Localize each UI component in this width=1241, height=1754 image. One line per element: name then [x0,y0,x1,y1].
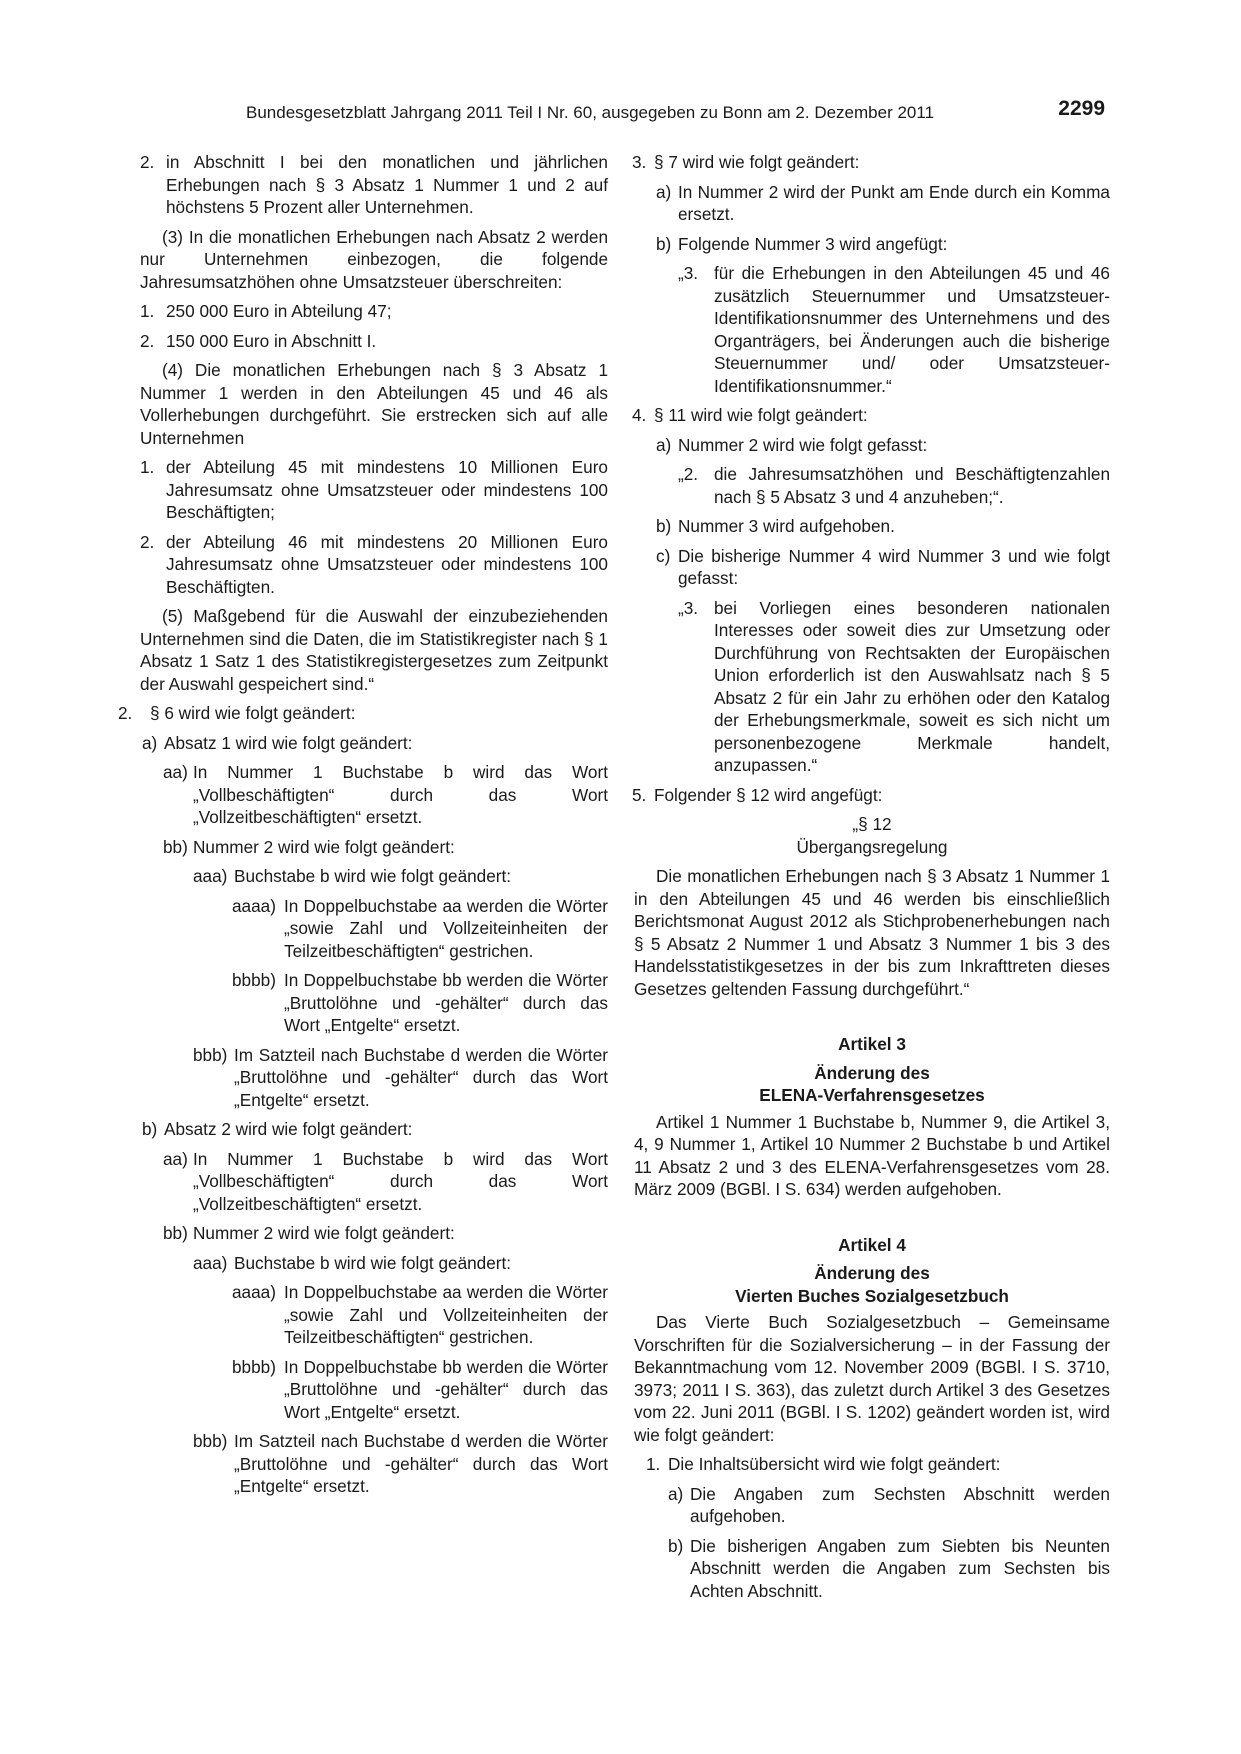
item-text: Im Satzteil nach Buchstabe d werden die Wörter „Bruttolöhne und -gehälter“ durch das Wort „Entgelte“ ersetzt. [234,1044,608,1110]
item-label: aaaa) [232,1282,276,1302]
item-text: Nummer 3 wird aufgehoben. [678,516,895,536]
item-label: aaa) [193,866,228,886]
list-item [130,1148,608,1216]
item-label: b) [656,516,672,536]
item-label: 1. [140,457,155,477]
item-label: bbb) [193,1044,228,1065]
right-column [634,151,1110,1609]
item-text: Folgende Nummer 3 wird angefügt: [678,233,948,254]
list-item [634,233,1110,256]
item-text: In Nummer 2 wird der Punkt am Ende durch ein Komma ersetzt. [678,181,1110,224]
item-text: der Abteilung 46 mit mindestens 20 Millionen Euro Jahresumsatz ohne Umsatzsteuer oder mindestens 100 Beschäftigten. [166,531,608,597]
list-item [634,1453,1110,1476]
item-text: der Abteilung 45 mit mindestens 10 Millionen Euro Jahresumsatz ohne Umsatzsteuer oder mindestens 100 Beschäftigten; [166,457,608,522]
item-label: aa) [163,1148,188,1169]
list-item [130,456,608,524]
list-item [634,784,1110,807]
list-item [634,181,1110,226]
list-item [130,1430,608,1498]
item-text: Die bisherige Nummer 4 wird Nummer 3 und wie folgt gefasst: [678,545,1110,588]
page-header [140,98,1105,128]
item-text: bei Vorliegen eines besonderen nationalen Interesses oder soweit dies zur Umsetzung oder Durchführung von Rechtsakten der Europäischen Union erforderlich ist den Auswahlsatz nach § 5 Absatz 2 für ein Jahr zu erhöhen oder den Katalog der Erhebungsmerkmale, soweit es sich nicht um personenbezogene Merkmale handelt, anzupassen.“ [714,597,1110,775]
item-label: „2. [678,464,699,484]
paragraph-3: (3) In die monatlichen Erhebungen nach Absatz 2 werden nur Unternehmen einbezogen, die folgende Jahresumsatzhöhen ohne Umsatzsteuer überschreiten: [140,226,608,292]
paragraph-5: (5) Maßgebend für die Auswahl der einzubeziehenden Unternehmen sind die Daten, die im Statistikregister nach § 1 Absatz 1 Satz 1 des Statistikregistergesetzes zum Zeitpunkt der Auswahl gespeichert sind.“ [140,606,608,694]
paragraph-4: (4) Die monatlichen Erhebungen nach § 3 Absatz 1 Nummer 1 werden in den Abteilungen 45 und 46 als Vollerhebungen durchgeführt. Sie erstrecken sich auf alle Unternehmen [140,360,608,448]
article-4-title-line2: Vierten Buches Sozialgesetzbuch [735,1285,1009,1306]
page-number: 2299 [1058,97,1105,120]
list-item [634,1483,1110,1528]
list-item [130,732,608,755]
item-text: Buchstabe b wird wie folgt geändert: [234,1252,512,1273]
list-item [634,151,1110,174]
section-number: „§ 12 [852,814,892,834]
list-item [634,463,1110,508]
item-label: „3. [678,597,699,618]
item-label: 2. [140,531,155,552]
item-text: für die Erhebungen in den Abteilungen 45 und 46 zusätzlich Steuernummer und Umsatzsteuer-Identifikationsnummer des Unternehmens und des Organträgers, bei Änderungen auch die bisherige Steuernummer und/ oder Umsatzsteuer-Identifikationsnummer.“ [714,263,1110,396]
item-text: in Abschnitt I bei den monatlichen und jährlichen Erhebungen nach § 3 Absatz 1 Nummer 1 und 2 auf höchstens 5 Prozent aller Unternehmen. [166,152,608,217]
gazette-title: Bundesgesetzblatt Jahrgang 2011 Teil I Nr. 60, ausgegeben zu Bonn am 2. Dezember 2011 [246,103,935,122]
item-label: c) [656,545,671,566]
item-text: Die Angaben zum Sechsten Abschnitt werden aufgehoben. [690,1483,1110,1526]
list-item [634,597,1110,777]
list-item [118,702,608,725]
list-item [634,515,1110,538]
list-item [634,434,1110,457]
item-text: In Nummer 1 Buchstabe b wird das Wort „Vollbeschäftigten“ durch das Wort „Vollzeitbeschäftigten“ ersetzt. [193,762,608,827]
left-column [118,151,608,1505]
item-label: a) [656,181,672,202]
item-text: In Doppelbuchstabe bb werden die Wörter „Bruttolöhne und -gehälter“ durch das Wort „Entgelte“ ersetzt. [284,1356,608,1422]
list-item [130,865,608,888]
section-title: Übergangsregelung [796,836,948,857]
item-label: a) [142,732,158,753]
item-text: Nummer 2 wird wie folgt gefasst: [678,434,928,455]
item-text: In Doppelbuchstabe aa werden die Wörter „sowie Zahl und Vollzeiteinheiten der Teilzeitbeschäftigten“ gestrichen. [284,895,608,961]
list-item [130,1281,608,1349]
item-label: bbbb) [232,970,276,990]
article-3-title-line1: Änderung des [814,1062,930,1083]
list-item [130,761,608,829]
item-text: In Nummer 1 Buchstabe b wird das Wort „Vollbeschäftigten“ durch das Wort „Vollzeitbeschäftigten“ ersetzt. [193,1148,608,1214]
item-text: § 11 wird wie folgt geändert: [654,405,868,425]
list-item [130,1222,608,1245]
list-item [634,262,1110,397]
item-label: „3. [678,263,699,283]
item-label: 2. [140,330,155,351]
item-label: 1. [646,1454,661,1474]
item-label: b) [656,233,672,254]
item-text: Buchstabe b wird wie folgt geändert: [234,866,512,886]
list-item [634,1535,1110,1603]
item-text: § 7 wird wie folgt geändert: [654,152,860,172]
list-item [130,895,608,963]
item-text: Folgender § 12 wird angefügt: [654,784,883,805]
item-label: 1. [140,301,155,321]
item-label: bb) [163,836,188,857]
item-text: 250 000 Euro in Abteilung 47; [166,301,392,321]
item-text: Die bisherigen Angaben zum Siebten bis Neunten Abschnitt werden die Angaben zum Sechsten bis Achten Abschnitt. [690,1535,1110,1601]
list-item [130,151,608,219]
item-text: Die Inhaltsübersicht wird wie folgt geändert: [668,1454,1001,1474]
item-label: aaaa) [232,895,276,916]
item-text: Im Satzteil nach Buchstabe d werden die Wörter „Bruttolöhne und -gehälter“ durch das Wort „Entgelte“ ersetzt. [234,1431,608,1496]
item-text: Absatz 1 wird wie folgt geändert: [164,732,413,753]
list-item [130,969,608,1037]
list-item [130,1044,608,1112]
list-item [130,300,608,323]
list-item [130,531,608,599]
article-3-text: Artikel 1 Nummer 1 Buchstabe b, Nummer 9, die Artikel 3, 4, 9 Nummer 1, Artikel 10 Nummer 2 Buchstabe b und Artikel 11 Absatz 2 und 3 des ELENA-Verfahrensgesetzes vom 28. März 2009 (BGBl. I S. 634) werden aufgehoben. [634,1111,1110,1199]
item-label: bbb) [193,1431,228,1451]
item-text: die Jahresumsatzhöhen und Beschäftigtenzahlen nach § 5 Absatz 3 und 4 anzuheben;“. [714,464,1110,507]
section-text: Die monatlichen Erhebungen nach § 3 Absatz 1 Nummer 1 in den Abteilungen 45 und 46 werden bis einschließlich Berichtsmonat August 2012 als Stichprobenerhebungen nach § 5 Absatz 2 Nummer 1 und Absatz 3 Nummer 1 bis 3 des Handelsstatistikgesetzes in der bis zum Inkrafttreten dieses Gesetzes geltenden Fassung durchgeführt.“ [634,866,1110,999]
item-label: 2. [118,703,133,723]
article-4-number: Artikel 4 [838,1234,906,1255]
list-item [130,836,608,859]
list-item [634,404,1110,427]
item-text: In Doppelbuchstabe aa werden die Wörter „sowie Zahl und Vollzeiteinheiten der Teilzeitbeschäftigten“ gestrichen. [284,1282,608,1347]
item-label: 4. [632,405,647,425]
item-label: b) [668,1535,684,1556]
item-label: 2. [140,152,155,172]
list-item [130,330,608,353]
item-label: bbbb) [232,1356,276,1377]
list-item [634,545,1110,590]
article-3-title-line2: ELENA-Verfahrensgesetzes [759,1085,985,1105]
item-text: § 6 wird wie folgt geändert: [150,703,356,723]
item-label: a) [668,1483,684,1504]
list-item [130,1118,608,1141]
item-label: 3. [632,152,647,172]
item-text: Nummer 2 wird wie folgt geändert: [193,836,455,857]
item-label: a) [656,434,672,455]
item-text: 150 000 Euro in Abschnitt I. [166,330,377,351]
article-4-text: Das Vierte Buch Sozialgesetzbuch – Gemeinsame Vorschriften für die Sozialversicherung – in der Fassung der Bekanntmachung vom 12. November 2009 (BGBl. I S. 3710, 3973; 2011 I S. 363), das zuletzt durch Artikel 3 des Gesetzes vom 22. Juni 2011 (BGBl. I S. 1202) geändert worden ist, wird wie folgt geändert: [634,1312,1110,1445]
item-label: b) [142,1119,158,1139]
item-text: Nummer 2 wird wie folgt geändert: [193,1223,455,1243]
item-label: aa) [163,762,188,782]
list-item [130,1252,608,1275]
article-4-title-line1: Änderung des [814,1263,930,1283]
list-item [130,1356,608,1424]
item-label: bb) [163,1223,188,1243]
item-label: 5. [632,784,647,805]
item-text: Absatz 2 wird wie folgt geändert: [164,1119,413,1139]
item-label: aaa) [193,1252,228,1273]
article-3-number: Artikel 3 [838,1034,906,1054]
item-text: In Doppelbuchstabe bb werden die Wörter „Bruttolöhne und -gehälter“ durch das Wort „Entgelte“ ersetzt. [284,970,608,1035]
